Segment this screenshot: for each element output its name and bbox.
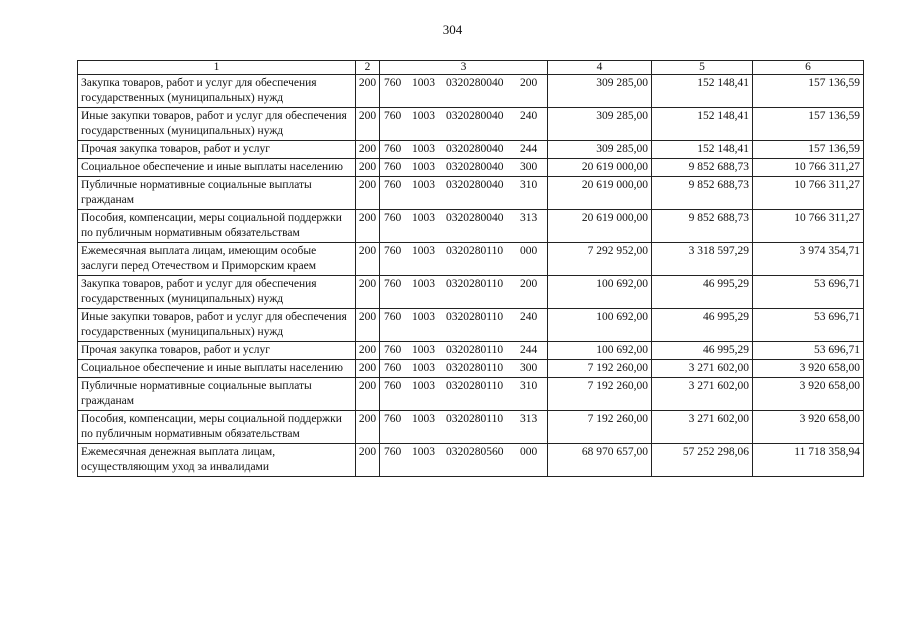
code-ministry: 760 (384, 344, 402, 356)
code-admin: 200 (356, 243, 380, 276)
amount-col6: 157 136,59 (753, 141, 864, 159)
code-section: 1003 (412, 413, 435, 425)
table-row (78, 210, 864, 243)
budget-code (380, 243, 548, 276)
item-name: Иные закупки товаров, работ и услуг для обеспечения государственных (муниципальных) нужд (78, 108, 356, 141)
amount-col6: 3 920 658,00 (753, 411, 864, 444)
code-target: 0320280110 (446, 413, 504, 425)
code-type: 310 (520, 380, 538, 392)
item-name: Ежемесячная денежная выплата лицам, осуществляющим уход за инвалидами (78, 444, 356, 477)
code-target: 0320280110 (446, 380, 504, 392)
table-row (78, 309, 864, 342)
code-target: 0320280110 (446, 245, 504, 257)
code-admin: 200 (356, 309, 380, 342)
code-target: 0320280110 (446, 311, 504, 323)
item-name: Иные закупки товаров, работ и услуг для обеспечения государственных (муниципальных) нужд (78, 309, 356, 342)
code-type: 313 (520, 413, 538, 425)
amount-col4: 309 285,00 (548, 108, 652, 141)
code-target: 0320280040 (446, 161, 504, 173)
code-type: 200 (520, 77, 538, 89)
code-type: 300 (520, 161, 538, 173)
table-row (78, 159, 864, 177)
code-section: 1003 (412, 311, 435, 323)
amount-col4: 20 619 000,00 (548, 210, 652, 243)
code-type: 240 (520, 311, 538, 323)
amount-col5: 57 252 298,06 (652, 444, 753, 477)
code-ministry: 760 (384, 311, 402, 323)
amount-col5: 46 995,29 (652, 342, 753, 360)
code-admin: 200 (356, 411, 380, 444)
column-header: 2 (356, 61, 380, 75)
table-row (78, 141, 864, 159)
code-admin: 200 (356, 378, 380, 411)
code-type: 244 (520, 344, 538, 356)
amount-col6: 53 696,71 (753, 276, 864, 309)
budget-code (380, 75, 548, 108)
header-row (78, 61, 864, 75)
code-admin: 200 (356, 108, 380, 141)
code-ministry: 760 (384, 110, 402, 122)
amount-col4: 7 192 260,00 (548, 411, 652, 444)
code-section: 1003 (412, 446, 435, 458)
code-target: 0320280110 (446, 362, 504, 374)
code-ministry: 760 (384, 77, 402, 89)
amount-col4: 7 292 952,00 (548, 243, 652, 276)
code-section: 1003 (412, 278, 435, 290)
code-type: 000 (520, 245, 538, 257)
code-target: 0320280040 (446, 143, 504, 155)
code-type: 200 (520, 278, 538, 290)
amount-col5: 152 148,41 (652, 75, 753, 108)
budget-code (380, 276, 548, 309)
amount-col6: 10 766 311,27 (753, 177, 864, 210)
budget-code (380, 177, 548, 210)
column-header: 5 (652, 61, 753, 75)
amount-col4: 309 285,00 (548, 75, 652, 108)
budget-code (380, 342, 548, 360)
code-section: 1003 (412, 161, 435, 173)
code-admin: 200 (356, 360, 380, 378)
table-row (78, 378, 864, 411)
table-row (78, 360, 864, 378)
code-admin: 200 (356, 75, 380, 108)
code-type: 000 (520, 446, 538, 458)
amount-col6: 3 974 354,71 (753, 243, 864, 276)
item-name: Пособия, компенсации, меры социальной поддержки по публичным нормативным обязательствам (78, 210, 356, 243)
amount-col6: 53 696,71 (753, 309, 864, 342)
budget-code (380, 444, 548, 477)
table-row (78, 411, 864, 444)
amount-col4: 20 619 000,00 (548, 159, 652, 177)
code-target: 0320280040 (446, 179, 504, 191)
amount-col5: 9 852 688,73 (652, 177, 753, 210)
table-row (78, 75, 864, 108)
item-name: Ежемесячная выплата лицам, имеющим особые заслуги перед Отечеством и Приморским краем (78, 243, 356, 276)
item-name: Прочая закупка товаров, работ и услуг (78, 342, 356, 360)
code-target: 0320280040 (446, 77, 504, 89)
amount-col4: 309 285,00 (548, 141, 652, 159)
column-header: 1 (78, 61, 356, 75)
code-ministry: 760 (384, 278, 402, 290)
code-target: 0320280040 (446, 212, 504, 224)
code-target: 0320280110 (446, 278, 504, 290)
code-admin: 200 (356, 276, 380, 309)
amount-col6: 10 766 311,27 (753, 159, 864, 177)
amount-col4: 100 692,00 (548, 342, 652, 360)
code-admin: 200 (356, 342, 380, 360)
item-name: Прочая закупка товаров, работ и услуг (78, 141, 356, 159)
amount-col6: 157 136,59 (753, 75, 864, 108)
code-type: 240 (520, 110, 538, 122)
table-row (78, 243, 864, 276)
amount-col5: 3 271 602,00 (652, 360, 753, 378)
amount-col5: 46 995,29 (652, 276, 753, 309)
budget-code (380, 210, 548, 243)
amount-col6: 10 766 311,27 (753, 210, 864, 243)
code-section: 1003 (412, 179, 435, 191)
code-admin: 200 (356, 210, 380, 243)
table-row (78, 108, 864, 141)
code-ministry: 760 (384, 161, 402, 173)
table-row (78, 276, 864, 309)
code-admin: 200 (356, 159, 380, 177)
code-section: 1003 (412, 110, 435, 122)
code-type: 310 (520, 179, 538, 191)
amount-col6: 3 920 658,00 (753, 378, 864, 411)
code-target: 0320280040 (446, 110, 504, 122)
budget-code (380, 309, 548, 342)
amount-col5: 9 852 688,73 (652, 159, 753, 177)
amount-col6: 157 136,59 (753, 108, 864, 141)
item-name: Пособия, компенсации, меры социальной поддержки по публичным нормативным обязательствам (78, 411, 356, 444)
code-ministry: 760 (384, 413, 402, 425)
amount-col6: 11 718 358,94 (753, 444, 864, 477)
amount-col5: 152 148,41 (652, 141, 753, 159)
item-name: Закупка товаров, работ и услуг для обеспечения государственных (муниципальных) нужд (78, 75, 356, 108)
budget-code (380, 360, 548, 378)
amount-col4: 68 970 657,00 (548, 444, 652, 477)
column-header: 6 (753, 61, 864, 75)
table-row (78, 177, 864, 210)
amount-col5: 152 148,41 (652, 108, 753, 141)
code-section: 1003 (412, 143, 435, 155)
code-section: 1003 (412, 77, 435, 89)
amount-col4: 20 619 000,00 (548, 177, 652, 210)
amount-col5: 46 995,29 (652, 309, 753, 342)
code-ministry: 760 (384, 212, 402, 224)
budget-code (380, 411, 548, 444)
code-ministry: 760 (384, 362, 402, 374)
code-type: 244 (520, 143, 538, 155)
code-target: 0320280560 (446, 446, 504, 458)
amount-col4: 7 192 260,00 (548, 360, 652, 378)
item-name: Публичные нормативные социальные выплаты гражданам (78, 378, 356, 411)
code-ministry: 760 (384, 143, 402, 155)
code-type: 300 (520, 362, 538, 374)
code-section: 1003 (412, 344, 435, 356)
amount-col5: 3 271 602,00 (652, 411, 753, 444)
table-row (78, 342, 864, 360)
budget-code (380, 378, 548, 411)
amount-col5: 9 852 688,73 (652, 210, 753, 243)
column-header: 3 (380, 61, 548, 75)
code-type: 313 (520, 212, 538, 224)
item-name: Социальное обеспечение и иные выплаты населению (78, 159, 356, 177)
item-name: Публичные нормативные социальные выплаты гражданам (78, 177, 356, 210)
code-admin: 200 (356, 444, 380, 477)
item-name: Социальное обеспечение и иные выплаты населению (78, 360, 356, 378)
item-name: Закупка товаров, работ и услуг для обеспечения государственных (муниципальных) нужд (78, 276, 356, 309)
amount-col4: 7 192 260,00 (548, 378, 652, 411)
code-ministry: 760 (384, 446, 402, 458)
code-ministry: 760 (384, 245, 402, 257)
amount-col6: 53 696,71 (753, 342, 864, 360)
code-target: 0320280110 (446, 344, 504, 356)
code-section: 1003 (412, 245, 435, 257)
budget-table (77, 60, 864, 477)
code-section: 1003 (412, 212, 435, 224)
budget-code (380, 141, 548, 159)
amount-col5: 3 271 602,00 (652, 378, 753, 411)
column-header: 4 (548, 61, 652, 75)
code-section: 1003 (412, 362, 435, 374)
page-number: 304 (442, 22, 463, 37)
budget-code (380, 159, 548, 177)
amount-col4: 100 692,00 (548, 309, 652, 342)
code-ministry: 760 (384, 179, 402, 191)
amount-col4: 100 692,00 (548, 276, 652, 309)
budget-code (380, 108, 548, 141)
table-row (78, 444, 864, 477)
code-ministry: 760 (384, 380, 402, 392)
amount-col5: 3 318 597,29 (652, 243, 753, 276)
code-section: 1003 (412, 380, 435, 392)
amount-col6: 3 920 658,00 (753, 360, 864, 378)
code-admin: 200 (356, 177, 380, 210)
code-admin: 200 (356, 141, 380, 159)
